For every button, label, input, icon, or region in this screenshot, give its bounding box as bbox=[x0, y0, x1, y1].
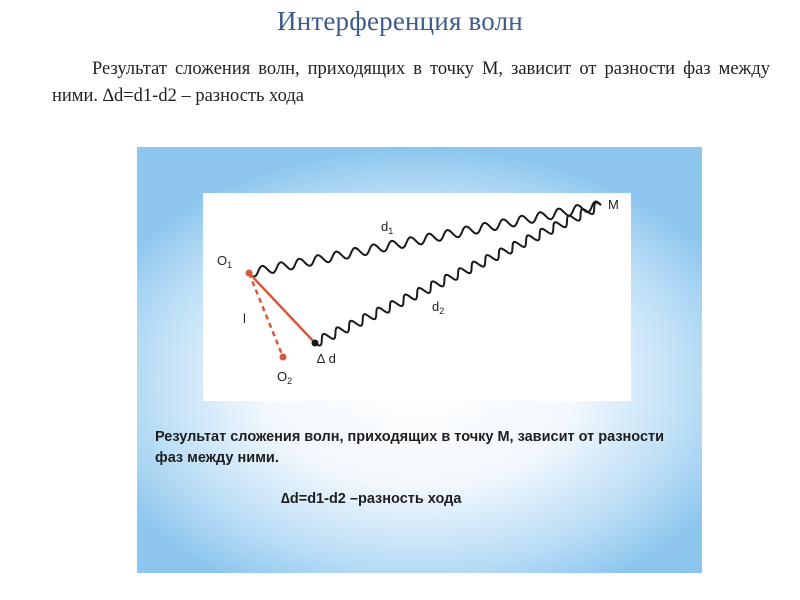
distance-l-line bbox=[249, 273, 283, 357]
label-o2: $O_2$ bbox=[277, 369, 293, 386]
source-to-path-line bbox=[249, 273, 315, 343]
figure-image bbox=[137, 147, 702, 573]
wave-d1 bbox=[249, 201, 601, 276]
figure-caption: Результат сложения волн, приходящих в точку М, зависит от разности фаз между ними. bbox=[155, 429, 665, 466]
label-o1: $O_1$ bbox=[217, 253, 233, 270]
figure-formula: ∆d=d1-d2 –разность хода bbox=[281, 491, 462, 507]
label-d1: $d_1$ bbox=[381, 219, 394, 236]
wave-d2 bbox=[315, 202, 601, 345]
label-d2: $d_2$ bbox=[432, 299, 445, 316]
path-difference-point bbox=[312, 340, 319, 347]
label-m: M bbox=[608, 197, 619, 212]
interference-diagram bbox=[203, 193, 631, 401]
diagram-svg bbox=[203, 193, 631, 401]
label-l: l bbox=[243, 311, 246, 326]
body-paragraph: Результат сложения волн, приходящих в точку М, зависит от разности фаз между ними. ∆d=d1-d2 – разность хода bbox=[52, 59, 770, 106]
slide-title: Интерференция волн bbox=[277, 6, 523, 36]
source-o1-point bbox=[246, 270, 253, 277]
source-o2-point bbox=[280, 354, 287, 361]
label-delta-d: ∆ d bbox=[317, 351, 336, 366]
